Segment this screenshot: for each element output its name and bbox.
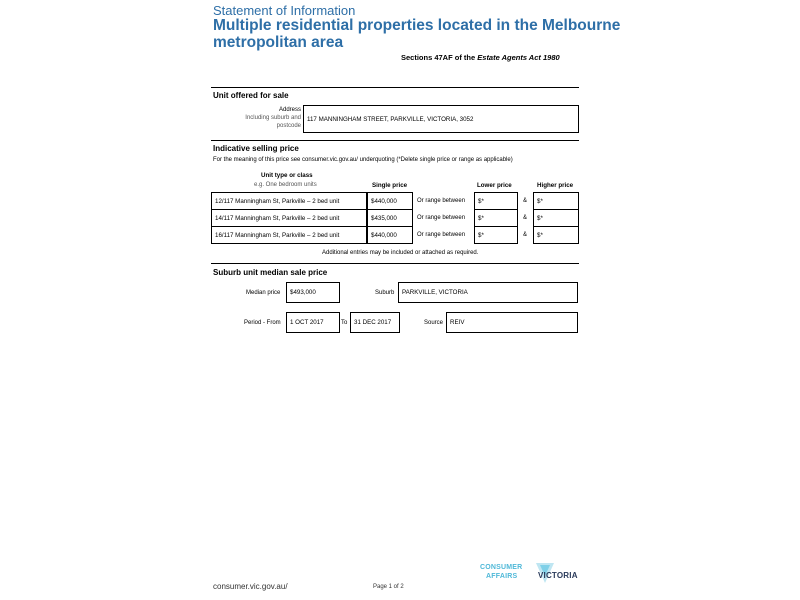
unit-type-field-1[interactable]: 12/117 Manningham St, Parkville – 2 bed unit xyxy=(211,192,367,210)
range-label-2: Or range between xyxy=(417,215,466,221)
source-field[interactable]: REIV xyxy=(446,312,578,333)
single-price-field-2[interactable]: $435,000 xyxy=(367,209,413,227)
suburb-field[interactable]: PARKVILLE, VICTORIA xyxy=(398,282,578,303)
single-price-field-3[interactable]: $440,000 xyxy=(367,226,413,244)
period-to-field[interactable]: 31 DEC 2017 xyxy=(350,312,400,333)
page-number: Page 1 of 2 xyxy=(373,584,404,590)
consumer-affairs-logo xyxy=(480,562,580,586)
range-label-3: Or range between xyxy=(417,232,466,238)
section-unit-offered: Unit offered for sale xyxy=(213,91,289,100)
source-label: Source xyxy=(424,320,444,326)
median-price-field[interactable]: $493,000 xyxy=(286,282,340,303)
address-label-line1: Address xyxy=(278,107,301,113)
higher-price-field-1[interactable]: $* xyxy=(533,192,579,210)
document-title: Multiple residential properties located in the Melbourne metropolitan area xyxy=(213,17,621,51)
section-divider xyxy=(211,263,579,264)
act-reference xyxy=(401,53,560,62)
section-divider xyxy=(211,87,579,88)
logo-line-victoria: VICTORIA xyxy=(538,571,578,580)
lower-price-field-3[interactable]: $* xyxy=(474,226,518,244)
period-from-field[interactable]: 1 OCT 2017 xyxy=(286,312,340,333)
col-header-unit-type: Unit type or class xyxy=(261,172,313,179)
address-label-line3: postcode xyxy=(276,123,301,129)
address-field[interactable]: 117 MANNINGHAM STREET, PARKVILLE, VICTORIA, 3052 xyxy=(303,105,579,133)
amp-3: & xyxy=(523,232,528,238)
suburb-label: Suburb xyxy=(375,290,395,296)
range-label-1: Or range between xyxy=(417,198,466,204)
additional-entries-note: Additional entries may be included or attached as required. xyxy=(322,250,479,256)
lower-price-field-2[interactable]: $* xyxy=(474,209,518,227)
col-header-higher-price: Higher price xyxy=(537,182,574,189)
unit-type-field-3[interactable]: 16/117 Manningham St, Parkville – 2 bed unit xyxy=(211,226,367,244)
logo-line-affairs: AFFAIRS xyxy=(486,573,518,580)
higher-price-field-3[interactable]: $* xyxy=(533,226,579,244)
median-price-label: Median price xyxy=(246,290,281,296)
indicative-note: For the meaning of this price see consumer.vic.gov.au/ underquoting (*Delete single price or range as applicable) xyxy=(213,157,513,163)
address-label-line2: Including suburb and xyxy=(245,115,301,121)
act-name: Estate Agents Act 1980 xyxy=(477,53,560,62)
single-price-field-1[interactable]: $440,000 xyxy=(367,192,413,210)
unit-type-field-2[interactable]: 14/117 Manningham St, Parkville – 2 bed unit xyxy=(211,209,367,227)
act-prefix: Sections 47AF of the xyxy=(401,53,478,62)
section-median-price: Suburb unit median sale price xyxy=(213,268,328,277)
logo-line-consumer: CONSUMER xyxy=(480,564,523,571)
document-subtitle: Statement of Information xyxy=(213,3,356,18)
footer-url[interactable]: consumer.vic.gov.au/ xyxy=(213,582,288,591)
amp-1: & xyxy=(523,198,528,204)
lower-price-field-1[interactable]: $* xyxy=(474,192,518,210)
address-label xyxy=(230,106,301,130)
col-header-lower-price: Lower price xyxy=(477,182,512,189)
col-header-single-price: Single price xyxy=(372,182,408,189)
higher-price-field-2[interactable]: $* xyxy=(533,209,579,227)
amp-2: & xyxy=(523,215,528,221)
section-divider xyxy=(211,140,579,141)
section-indicative-price: Indicative selling price xyxy=(213,144,299,153)
col-header-unit-example: e.g. One bedroom units xyxy=(254,182,317,188)
period-from-label: Period - From xyxy=(244,320,281,326)
period-to-label: To xyxy=(341,320,348,326)
